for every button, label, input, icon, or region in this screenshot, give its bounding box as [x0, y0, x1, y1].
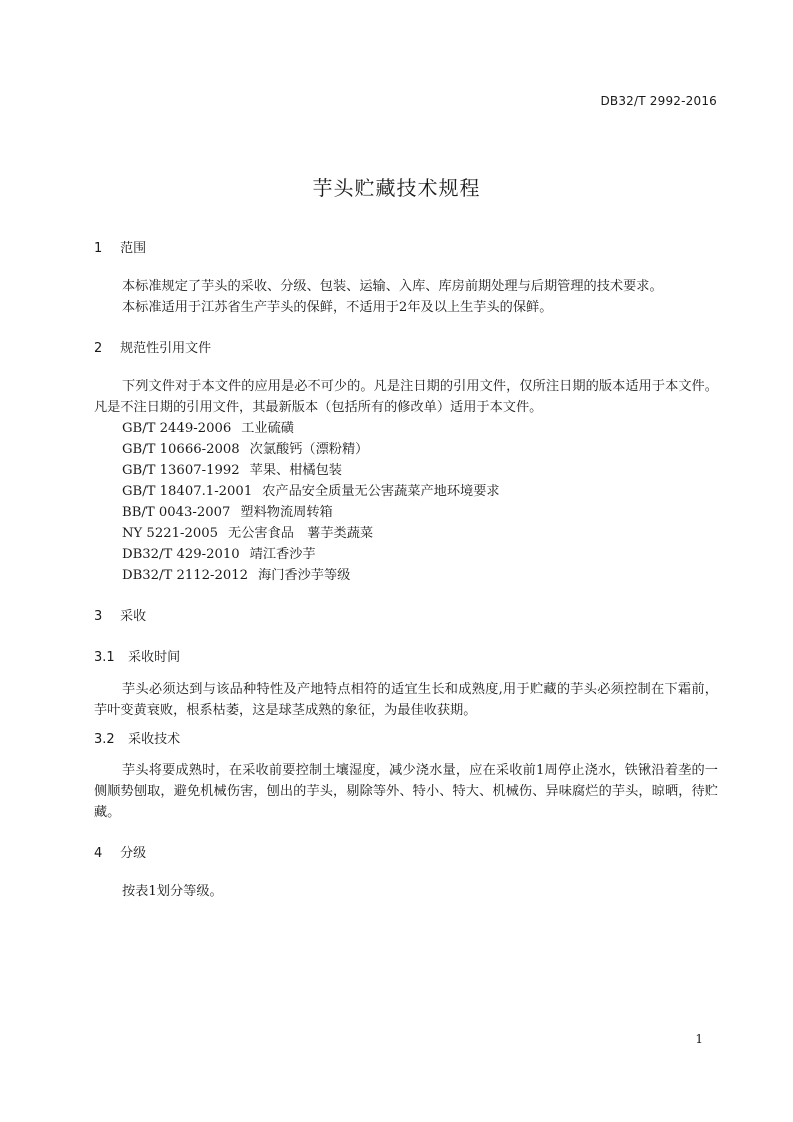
reference-name: 农产品安全质量无公害蔬菜产地环境要求 [262, 484, 500, 499]
paragraph: 芋头必须达到与该品种特性及产地特点相符的适宜生长和成熟度,用于贮藏的芋头必须控制在下霜前，芋叶变黄衰败，根系枯萎，这是球茎成熟的象征，为最佳收获期。 [94, 682, 718, 718]
reference-item [94, 460, 718, 481]
reference-item [94, 481, 718, 502]
reference-code: GB/T 10666-2008 [122, 442, 240, 457]
reference-item [94, 502, 718, 523]
section-1-heading [94, 238, 718, 260]
reference-name: 海门香沙芋等级 [258, 568, 351, 583]
section-number: 4 [94, 846, 103, 861]
subsection-3-1-heading [94, 647, 718, 669]
reference-list [94, 418, 718, 586]
paragraph: 按表1划分等级。 [122, 884, 223, 899]
reference-code: DB32/T 429-2010 [122, 547, 240, 562]
paragraph: 本标准规定了芋头的采收、分级、包装、运输、入库、库房前期处理与后期管理的技术要求。 [122, 279, 663, 294]
subsection-title: 采收技术 [128, 732, 181, 747]
paragraph: 芋头将要成熟时，在采收前要控制土壤湿度，减少浇水量，应在采收前1周停止浇水，铁锹沿着垄的一侧顺势刨取，避免机械伤害，刨出的芋头，剔除等外、特小、特大、机械伤、异味腐烂的芋头，晾晒，待贮藏。 [94, 763, 718, 820]
section-title: 分级 [120, 846, 147, 861]
section-3-heading [94, 606, 718, 628]
reference-code: DB32/T 2112-2012 [122, 568, 249, 583]
reference-item [94, 439, 718, 460]
standard-code: DB32/T 2992-2016 [600, 94, 717, 108]
page-number: 1 [695, 1032, 703, 1046]
reference-name: 工业硫磺 [241, 421, 294, 436]
reference-code: GB/T 2449-2006 [122, 421, 232, 436]
section-number: 2 [94, 341, 103, 356]
reference-code: NY 5221-2005 [122, 526, 219, 541]
subsection-number: 3.2 [94, 732, 115, 747]
section-title: 规范性引用文件 [120, 341, 212, 356]
reference-code: GB/T 18407.1-2001 [122, 484, 253, 499]
document-body [94, 238, 718, 902]
reference-code: BB/T 0043-2007 [122, 505, 231, 520]
subsection-title: 采收时间 [128, 650, 181, 665]
section-title: 采收 [120, 609, 147, 624]
paragraph: 下列文件对于本文件的应用是必不可少的。凡是注日期的引用文件，仅所注日期的版本适用于本文件。凡是不注日期的引用文件，其最新版本（包括所有的修改单）适用于本文件。 [94, 379, 718, 415]
subsection-3-2-heading [94, 729, 718, 751]
section-title: 范围 [120, 241, 147, 256]
section-number: 3 [94, 609, 103, 624]
subsection-number: 3.1 [94, 650, 115, 665]
reference-item [94, 544, 718, 565]
reference-name: 次氯酸钙（漂粉精） [249, 442, 369, 457]
section-2-heading [94, 338, 718, 360]
reference-name: 苹果、柑橘包装 [249, 463, 342, 478]
paragraph: 本标准适用于江苏省生产芋头的保鲜，不适用于2年及以上生芋头的保鲜。 [122, 300, 553, 315]
reference-item [94, 418, 718, 439]
section-number: 1 [94, 241, 103, 256]
reference-item [94, 565, 718, 586]
reference-code: GB/T 13607-1992 [122, 463, 240, 478]
reference-name: 靖江香沙芋 [249, 547, 316, 562]
reference-item [94, 523, 718, 544]
document-title: 芋头贮藏技术规程 [312, 176, 481, 200]
reference-name: 无公害食品 薯芋类蔬菜 [228, 526, 374, 541]
reference-name: 塑料物流周转箱 [240, 505, 333, 520]
section-4-heading [94, 843, 718, 865]
